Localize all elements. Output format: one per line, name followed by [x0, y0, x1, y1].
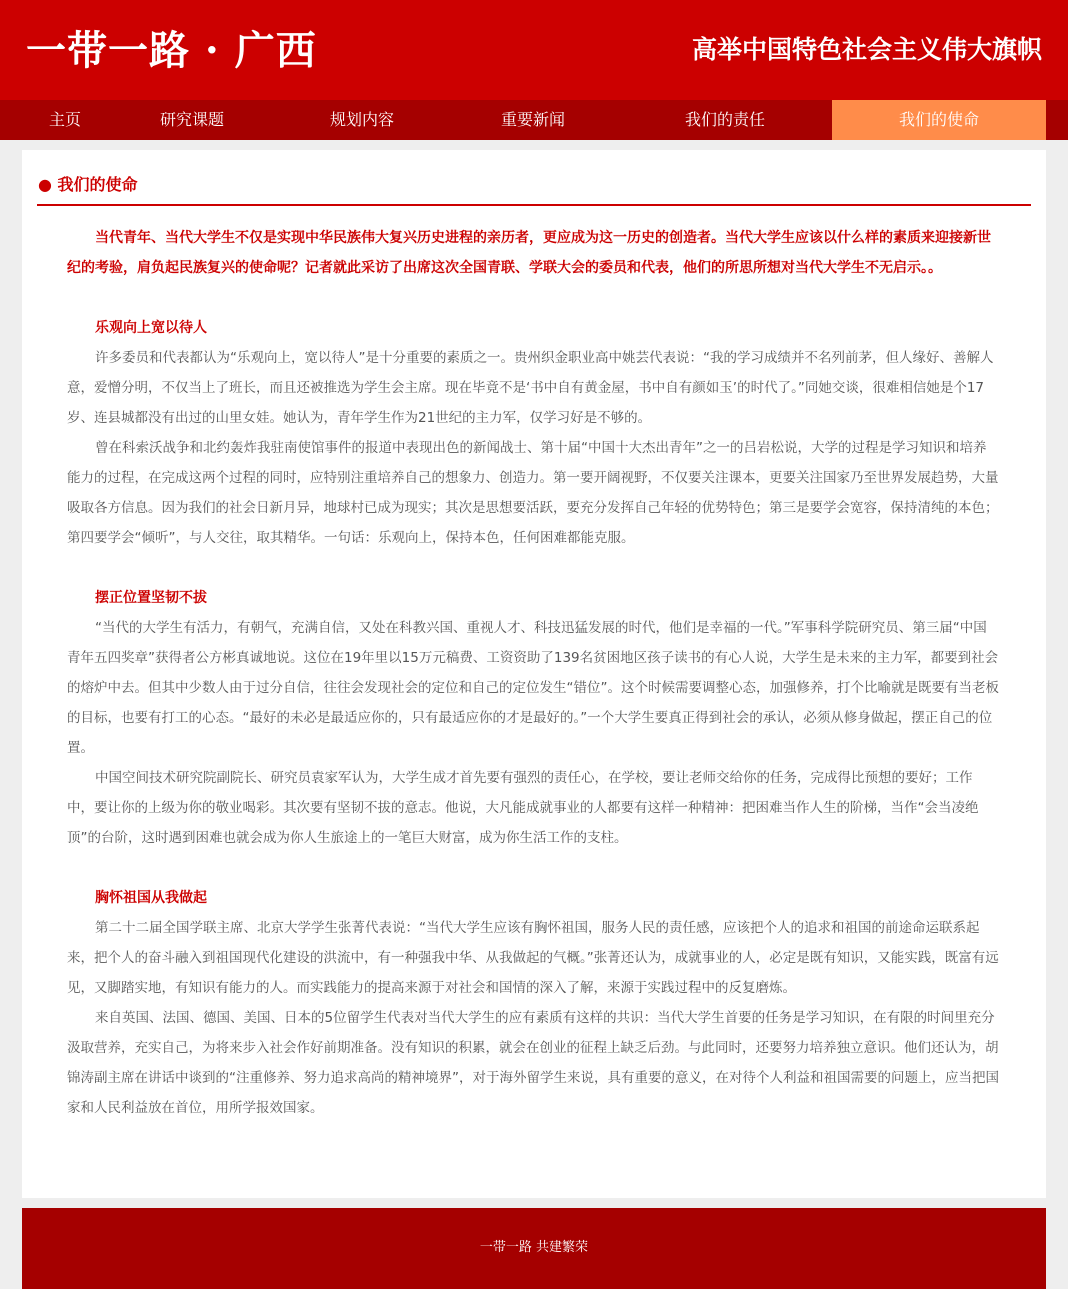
main-nav — [0, 100, 1068, 140]
paragraph: 来自英国、法国、德国、美国、日本的5位留学生代表对当代大学生的应有素质有这样的共识：当代大学生首要的任务是学习知识，在有限的时间里充分汲取营养，充实自己，为将来步入社会作好前期准备。没有知识的积累，就会在创业的征程上缺乏后劲。与此同时，还要努力培养独立意识。他们还认为，胡锦涛副主席在讲话中谈到的“注重修养、努力追求高尚的精神境界”，对于海外留学生来说，具有重要的意义，在对待个人利益和祖国需要的问题上，应当把国家和人民利益放在首位，用所学报效国家。 — [67, 1010, 999, 1116]
paragraph: 第二十二届全国学联主席、北京大学学生张菁代表说：“当代大学生应该有胸怀祖国，服务人民的责任感，应该把个人的追求和祖国的前途命运联系起来，把个人的奋斗融入到祖国现代化建设的洪流中，有一种强我中华、从我做起的气概。”张菁还认为，成就事业的人，必定是既有知识，又能实践，既富有远见，又脚踏实地，有知识有能力的人。而实践能力的提高来源于对社会和国情的深入了解，来源于实践过程中的反复磨炼。 — [67, 920, 999, 996]
subheading-perseverance: 摆正位置坚韧不拔 — [95, 590, 207, 606]
nav-item-news[interactable]: 重要新闻 — [500, 110, 565, 129]
nav-item-responsibility[interactable]: 我们的责任 — [684, 110, 765, 129]
article-body — [67, 223, 999, 1123]
site-footer — [22, 1208, 1046, 1289]
nav-item-mission[interactable]: 我们的使命 — [832, 100, 1046, 140]
nav-item-home[interactable]: 主页 — [48, 110, 81, 129]
subheading-patriotism: 胸怀祖国从我做起 — [95, 890, 207, 906]
site-header — [0, 0, 1068, 100]
section-title: ● 我们的使命 — [38, 175, 138, 194]
paragraph: 许多委员和代表都认为“乐观向上，宽以待人”是十分重要的素质之一。贵州织金职业高中姚芸代表说：“我的学习成绩并不名列前茅，但人缘好、善解人意，爱憎分明，不仅当上了班长，而且还被推选为学生会主席。现在毕竟不是‘书中自有黄金屋，书中自有颜如玉’的时代了。”同她交谈，很难相信她是个17岁、连县城都没有出过的山里女娃。她认为，青年学生作为21世纪的主力军，仅学习好是不够的。 — [67, 350, 994, 426]
header-slogan: 高举中国特色社会主义伟大旗帜 — [691, 35, 1042, 64]
footer-text: 一带一路 共建繁荣 — [479, 1240, 589, 1255]
section-divider — [37, 204, 1031, 206]
content-panel — [22, 150, 1046, 1198]
paragraph: 中国空间技术研究院副院长、研究员袁家军认为，大学生成才首先要有强烈的责任心，在学校，要让老师交给你的任务，完成得比预想的要好；工作中，要让你的上级为你的敬业喝彩。其次要有坚韧不拔的意志。他说，大凡能成就事业的人都要有这样一种精神：把困难当作人生的阶梯，当作“会当凌绝顶”的台阶，这时遇到困难也就会成为你人生旅途上的一笔巨大财富，成为你生活工作的支柱。 — [67, 770, 979, 846]
subheading-optimism: 乐观向上宽以待人 — [95, 320, 207, 336]
nav-item-research[interactable]: 研究课题 — [159, 110, 224, 129]
site-logo[interactable]: 一带一路 · 广西 — [26, 27, 317, 74]
paragraph: 曾在科索沃战争和北约轰炸我驻南使馆事件的报道中表现出色的新闻战士、第十届“中国十大杰出青年”之一的吕岩松说，大学的过程是学习知识和培养能力的过程，在完成这两个过程的同时，应特别注重培养自己的想象力、创造力。第一要开阔视野，不仅要关注课本，更要关注国家乃至世界发展趋势，大量吸取各方信息。因为我们的社会日新月异，地球村已成为现实；其次是思想要活跃，要充分发挥自己年轻的优势特色；第三是要学会宽容，保持清纯的本色；第四要学会“倾听”，与人交往，取其精华。一句话：乐观向上，保持本色，任何困难都能克服。 — [67, 440, 999, 546]
paragraph: “当代的大学生有活力，有朝气，充满自信，又处在科教兴国、重视人才、科技迅猛发展的时代，他们是幸福的一代。”军事科学院研究员、第三届“中国青年五四奖章”获得者公方彬真诚地说。这位在19年里以15万元稿费、工资资助了139名贫困地区孩子读书的有心人说，大学生是未来的主力军，都要到社会的熔炉中去。但其中少数人由于过分自信，往往会发现社会的定位和自己的定位发生“错位”。这个时候需要调整心态，加强修养，打个比喻就是既要有当老板的目标，也要有打工的心态。“最好的未必是最适应你的，只有最适应你的才是最好的。”一个大学生要真正得到社会的承认，必须从修身做起，摆正自己的位置。 — [67, 620, 999, 756]
lead-paragraph: 当代青年、当代大学生不仅是实现中华民族伟大复兴历史进程的亲历者，更应成为这一历史的创造者。当代大学生应该以什么样的素质来迎接新世纪的考验，肩负起民族复兴的使命呢？记者就此采访了出席这次全国青联、学联大会的委员和代表，他们的所思所想对当代大学生不无启示。。 — [67, 230, 991, 276]
nav-item-planning[interactable]: 规划内容 — [329, 110, 394, 129]
